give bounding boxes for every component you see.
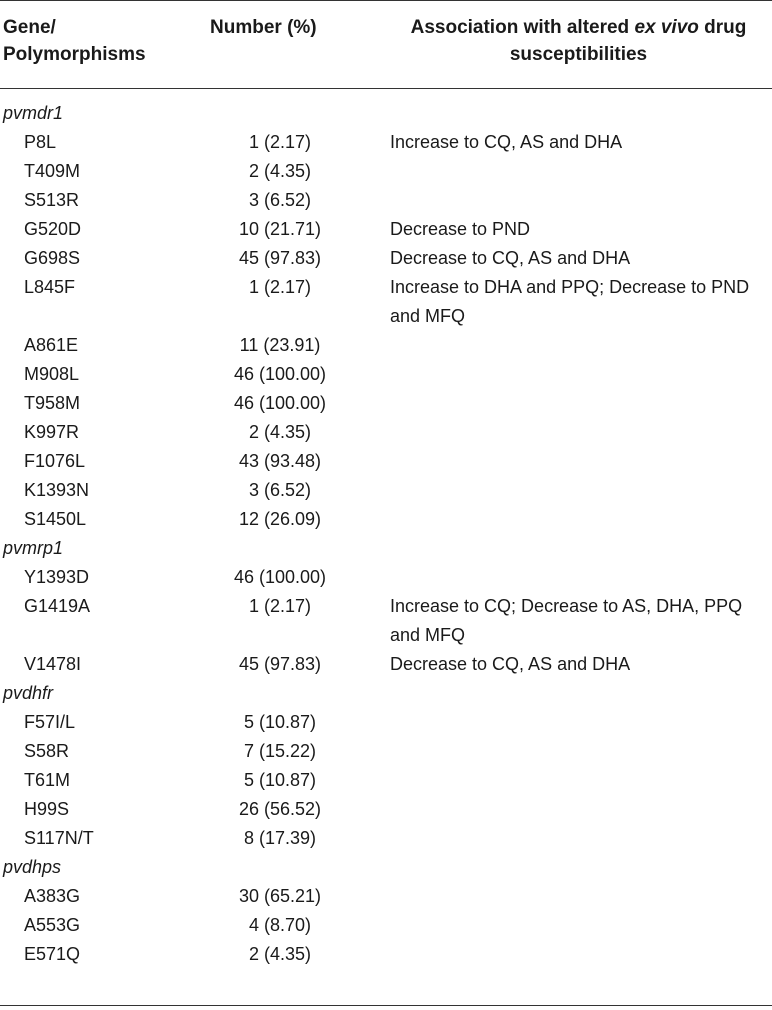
table-row <box>0 389 772 418</box>
number-cell: 10 (21.71) <box>238 219 322 239</box>
polymorphism-cell: K997R <box>24 422 80 442</box>
association-cell: Decrease to PND <box>390 219 531 239</box>
polymorphism-cell: F57I/L <box>24 712 76 732</box>
number-cell: 3 (6.52) <box>248 480 312 500</box>
association-cell: Increase to CQ, AS and DHA <box>390 132 623 152</box>
group-row-pvmdr1 <box>0 99 772 128</box>
polymorphism-cell: S117N/T <box>24 828 94 848</box>
gene-name: pvmrp1 <box>3 538 64 558</box>
table-row <box>0 824 772 853</box>
polymorphism-cell: H99S <box>24 799 70 819</box>
gene-name: pvdhfr <box>3 683 54 703</box>
table-body <box>0 99 772 969</box>
group-row-pvdhps <box>0 853 772 882</box>
number-cell: 26 (56.52) <box>238 799 322 819</box>
number-cell: 30 (65.21) <box>238 886 322 906</box>
association-cell: Increase to DHA and PPQ; Decrease to PND and MFQ <box>390 277 750 326</box>
number-cell: 43 (93.48) <box>238 451 322 471</box>
table-row <box>0 244 772 273</box>
polymorphism-cell: S58R <box>24 741 70 761</box>
number-cell: 1 (2.17) <box>248 277 312 297</box>
table-row <box>0 911 772 940</box>
polymorphism-cell: T61M <box>24 770 71 790</box>
polymorphism-cell: T958M <box>24 393 81 413</box>
polymorphism-cell: G520D <box>24 219 82 239</box>
table-header-rule <box>0 88 772 89</box>
number-cell: 3 (6.52) <box>248 190 312 210</box>
number-cell: 11 (23.91) <box>239 335 321 355</box>
table-row <box>0 737 772 766</box>
group-row-pvdhfr <box>0 679 772 708</box>
table-row <box>0 795 772 824</box>
number-cell: 2 (4.35) <box>248 944 312 964</box>
table-header <box>0 12 772 82</box>
header-association-italic: ex vivo <box>634 17 699 38</box>
table-row <box>0 882 772 911</box>
polymorphism-cell: A383G <box>24 886 81 906</box>
number-cell: 46 (100.00) <box>233 567 327 587</box>
number-cell: 45 (97.83) <box>238 248 322 268</box>
number-cell: 5 (10.87) <box>243 712 317 732</box>
table-row <box>0 766 772 795</box>
table-row <box>0 128 772 157</box>
number-cell: 8 (17.39) <box>243 828 317 848</box>
table-row <box>0 418 772 447</box>
number-cell: 2 (4.35) <box>248 422 312 442</box>
polymorphism-cell: A553G <box>24 915 81 935</box>
association-cell: Decrease to CQ, AS and DHA <box>390 248 631 268</box>
polymorphism-cell: T409M <box>24 161 81 181</box>
association-cell: Increase to CQ; Decrease to AS, DHA, PPQ and MFQ <box>390 596 743 645</box>
header-association-pre: Association with altered <box>410 17 635 38</box>
polymorphism-cell: G1419A <box>24 596 91 616</box>
table-row <box>0 215 772 244</box>
number-cell: 4 (8.70) <box>248 915 312 935</box>
table-row <box>0 505 772 534</box>
group-row-pvmrp1 <box>0 534 772 563</box>
table-row <box>0 592 772 650</box>
table-row <box>0 360 772 389</box>
polymorphism-cell: S1450L <box>24 509 87 529</box>
header-number-percent: Number (%) <box>210 17 317 38</box>
polymorphism-cell: V1478I <box>24 654 82 674</box>
header-association-post: drug susceptibilities <box>509 17 747 65</box>
association-cell: Decrease to CQ, AS and DHA <box>390 654 631 674</box>
number-cell: 1 (2.17) <box>248 132 312 152</box>
table-row <box>0 447 772 476</box>
table-row <box>0 708 772 737</box>
number-cell: 5 (10.87) <box>243 770 317 790</box>
table-row <box>0 273 772 331</box>
polymorphism-cell: L845F <box>24 277 76 297</box>
polymorphism-cell: Y1393D <box>24 567 90 587</box>
polymorphism-cell: E571Q <box>24 944 81 964</box>
polymorphism-cell: S513R <box>24 190 80 210</box>
table-row <box>0 186 772 215</box>
table-row <box>0 650 772 679</box>
number-cell: 2 (4.35) <box>248 161 312 181</box>
polymorphism-cell: P8L <box>24 132 57 152</box>
number-cell: 12 (26.09) <box>238 509 322 529</box>
table-bottom-rule <box>0 1005 772 1006</box>
polymorphism-cell: G698S <box>24 248 81 268</box>
number-cell: 45 (97.83) <box>238 654 322 674</box>
number-cell: 46 (100.00) <box>233 364 327 384</box>
table-top-rule <box>0 0 772 1</box>
table-row <box>0 563 772 592</box>
polymorphism-cell: K1393N <box>24 480 90 500</box>
polymorphism-cell: A861E <box>24 335 79 355</box>
table-row <box>0 940 772 969</box>
table-row <box>0 157 772 186</box>
number-cell: 46 (100.00) <box>233 393 327 413</box>
gene-name: pvmdr1 <box>3 103 64 123</box>
number-cell: 1 (2.17) <box>248 596 312 616</box>
header-association <box>385 14 772 68</box>
table-row <box>0 476 772 505</box>
polymorphism-cell: F1076L <box>24 451 86 471</box>
gene-name: pvdhps <box>3 857 62 877</box>
number-cell: 7 (15.22) <box>243 741 317 761</box>
table-row <box>0 331 772 360</box>
polymorphism-cell: M908L <box>24 364 80 384</box>
header-gene-polymorphisms: Gene/ Polymorphisms <box>3 17 146 65</box>
